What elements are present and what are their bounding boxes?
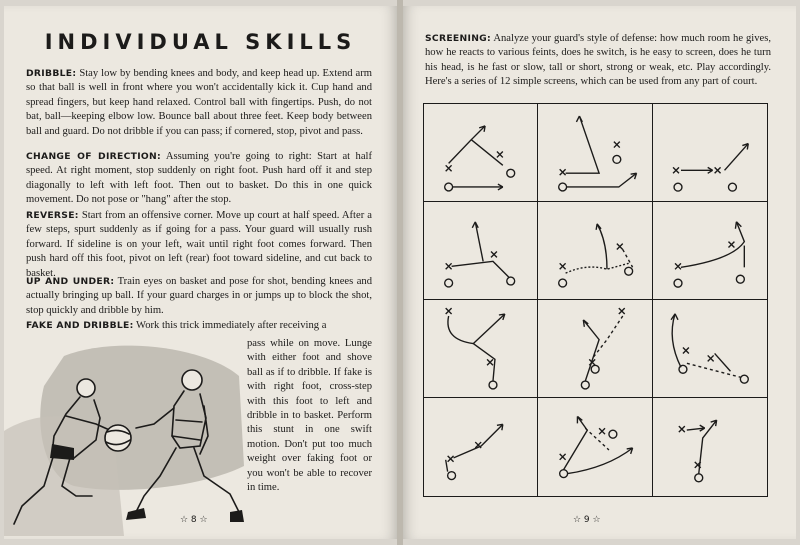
screen-diagram	[424, 300, 538, 398]
screen-diagram	[538, 300, 652, 398]
screen-diagram	[653, 398, 767, 496]
screen-diagram	[653, 202, 767, 300]
page-title: INDIVIDUAL SKILLS	[44, 30, 357, 54]
up-and-under-text: Train eyes on basket and pose for shot, bending knees and actually bringing up ball. If your guard charges in or jumps up to block the shot, stop quickly and dribble by him.	[26, 276, 372, 316]
dribble-text: Stay low by bending knees and body, and keep head up. Extend arm so that ball is well in front where you won't accidentally kick it. Cup hand and spread fingers, but keep hand relaxed. Control ball with fingertips. Push, do not bat, ball—keeping elbow low. Bounce ball about three feet. Keep body between ball and guard. Do not dribble if you can pass; if cornered, stop, pivot and pass.	[26, 68, 372, 137]
fake-and-dribble-heading: FAKE AND DRIBBLE:	[26, 320, 134, 331]
screening-text: Analyze your guard's style of defense: how much room he gives, how he reacts to various feints, does he switch, is he easy to screen, does he turn his head, is he fast or slow, tall or short, strong or weak, etc. Play accordingly. Here's a series of 12 simple screens, which can be used from any part of court.	[425, 33, 771, 88]
screen-diagram	[424, 202, 538, 300]
right-page	[403, 6, 796, 539]
screening-heading: SCREENING:	[425, 33, 491, 44]
screening-paragraph	[425, 32, 771, 90]
left-page	[4, 6, 397, 539]
fake-and-dribble-text: pass while on move. Lunge with either foot and shove ball as if to dribble. If fake is with right foot, cross-step with this foot to left and dribble in to basket. Perform this stunt in one swift motion. Don't put too much weight over faking foot or you won't be able to recover in time.	[247, 338, 372, 494]
fake-and-dribble-paragraph	[26, 319, 372, 333]
page-number-right: ☆ 9 ☆	[573, 515, 601, 525]
screen-diagram	[424, 104, 538, 202]
screen-diagram	[653, 300, 767, 398]
screen-diagram	[538, 104, 652, 202]
screen-diagram	[653, 104, 767, 202]
dribble-paragraph	[26, 67, 372, 139]
page-number-left: ☆ 8 ☆	[180, 515, 208, 525]
screen-diagram	[424, 398, 538, 496]
up-and-under-heading: UP AND UNDER:	[26, 276, 115, 287]
reverse-text: Start from an offensive corner. Move up court at half speed. After a few steps, spurt suddenly as if going for a pass. Your guard will usually rush forward. If sideline is on your left, wait until right foot comes forward. Then push hard off this foot, pivot on left (rear) foot toward sideline, and cut back to basket.	[26, 210, 372, 279]
fake-and-dribble-lead: Work this trick immediately after receiving a	[133, 320, 327, 331]
change-of-direction-heading: CHANGE OF DIRECTION:	[26, 151, 162, 162]
screen-diagram	[538, 202, 652, 300]
up-and-under-paragraph	[26, 275, 372, 318]
dribble-heading: DRIBBLE:	[26, 68, 77, 79]
reverse-paragraph	[26, 209, 372, 281]
change-of-direction-text: Assuming you're going to right: Start at half speed. At right moment, stop suddenly on right foot. Push hard off it and step diagonally to left with left foot. Then out to basket. Do this in one quick movement. Do not pose or "hang" after the stop.	[26, 151, 372, 206]
screen-diagram-grid	[423, 103, 768, 497]
players-illustration	[4, 336, 249, 536]
reverse-heading: REVERSE:	[26, 210, 79, 221]
screen-diagram	[538, 398, 652, 496]
change-of-direction-paragraph	[26, 150, 372, 208]
